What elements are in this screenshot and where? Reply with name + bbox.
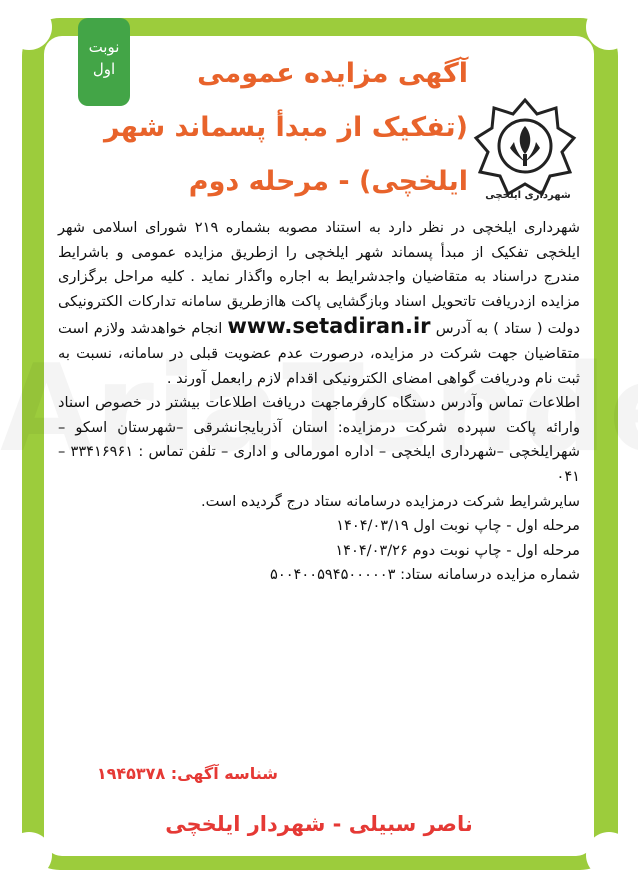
issue-badge [78, 18, 130, 106]
stage1-line: مرحله اول - چاپ نوبت اول ۱۴۰۴/۰۳/۱۹ [336, 517, 580, 535]
badge-line1: نوبت [88, 38, 120, 56]
ad-id: شناسه آگهی: ۱۹۴۵۳۷۸ [96, 764, 278, 783]
para1-text: شهرداری ایلخچی در نظر دارد به استناد مصوبه بشماره ۲۱۹ شورای اسلامی شهر ایلخچی تفکیک از مبدأ پسماند شهر ایلخچی را ازطریق مزایده عمومی و باشرایط مندرج دراسناد به متقاضیان واجدشرایط به اجاره واگذار نماید . کلیه مراحل برگزاری مزایده ازدریافت تاتحویل اسناد وبازگشایی پاکت هاازطریق سامانه تدارکات الکترونیکی دولت ( ستاد ) به آدرس [58, 219, 580, 338]
municipality-logo-icon [470, 96, 580, 198]
contact-paragraph: اطلاعات تماس وآدرس دستگاه کارفرماجهت دریافت اطلاعات بیشتر در خصوص اسناد وارائه پاکت سپرده شرکت درمزایده: استان آذربایجانشرقی –شهرستان اسکو –شهرایلخچی –شهرداری ایلخچی – اداره امورمالی و اداری – تلفن تماس : ۳۳۴۱۶۹۶۱ – ۰۴۱ [58, 394, 580, 485]
signer: ناصر سبیلی - شهردار ایلخچی [165, 812, 473, 836]
corner-decoration [6, 832, 52, 878]
badge-line2: اول [92, 60, 116, 78]
corner-decoration [586, 4, 632, 50]
page-title: آگهی مزایده عمومی [197, 58, 468, 89]
body-paragraph [58, 216, 580, 391]
para1-text-cont: انجام خواهدشد ولازم است متقاضیان جهت شرکت در مزایده، درصورت عدم عضویت قبلی در سامانه، نسبت به ثبت نام ودریافت گواهی امضای الکترونیکی اقدام لازم رابعمل آورند . [58, 320, 580, 387]
corner-decoration [586, 832, 632, 878]
website-link[interactable]: www.setadiran.ir [227, 314, 431, 339]
page-title-line2: (تفکیک از مبدأ پسماند شهر [103, 112, 468, 143]
corner-decoration [6, 4, 52, 50]
conditions-paragraph: سایرشرایط شرکت درمزایده درسامانه ستاد درج گردیده است. [201, 492, 580, 510]
announcement-body [58, 216, 580, 588]
stage2-line: مرحله اول - چاپ نوبت دوم ۱۴۰۴/۰۳/۲۶ [335, 541, 580, 559]
logo-caption: شهرداری ایلخچی [485, 190, 571, 201]
auction-number-line: شماره مزایده درسامانه ستاد: ۵۰۰۴۰۰۵۹۴۵۰۰۰۰۰۳ [270, 566, 580, 584]
page-title-line3: ایلخچی) - مرحله دوم [188, 166, 468, 197]
